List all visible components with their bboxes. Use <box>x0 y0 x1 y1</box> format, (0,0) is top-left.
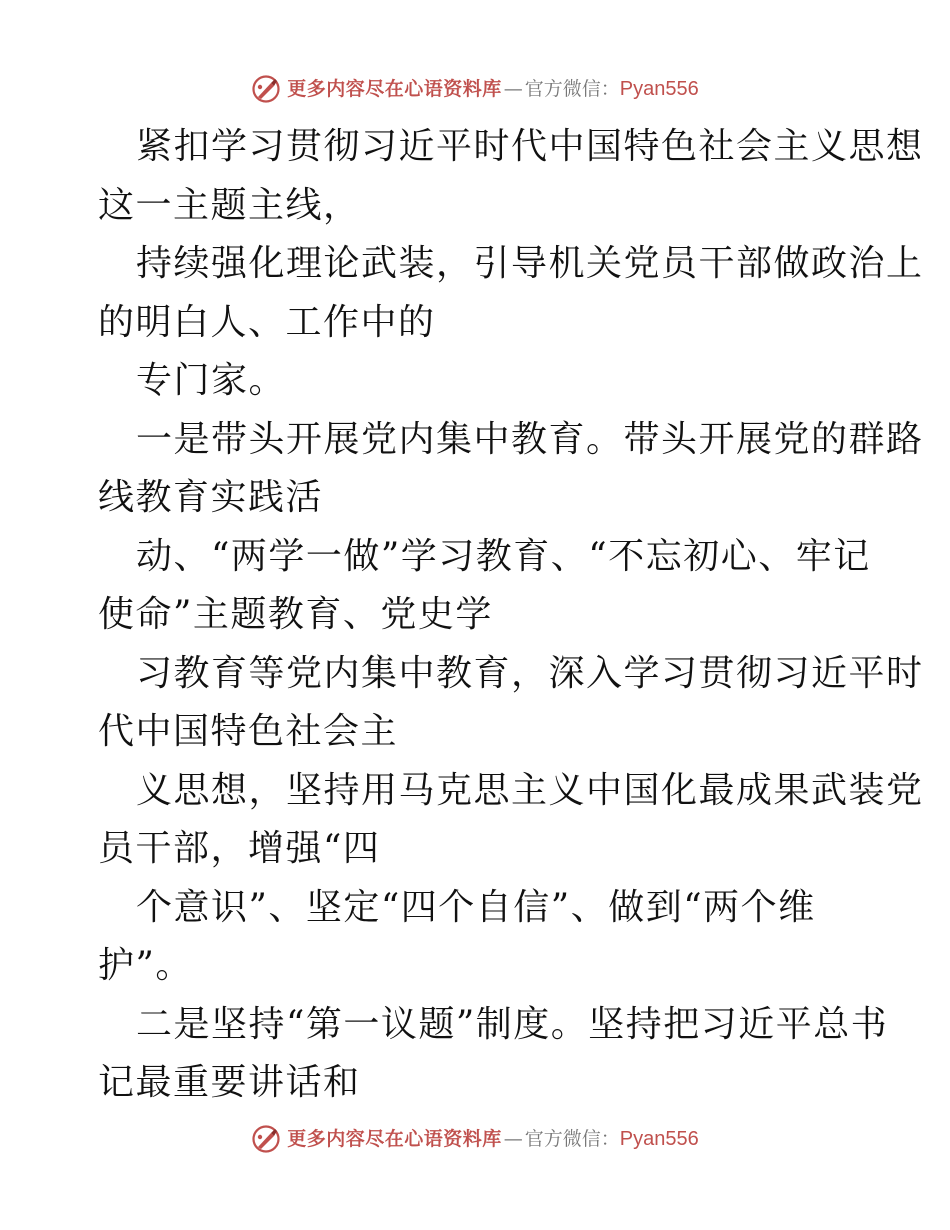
paragraph <box>98 879 858 996</box>
paragraph-line: 一是带头开展党内集中教育。带头开展党的群路 <box>136 418 924 460</box>
footer-wechat-label: 官方微信： <box>524 1128 620 1150</box>
footer-watermark <box>0 1124 950 1154</box>
document-body <box>98 118 924 1113</box>
header-banner-dash: — <box>503 78 523 100</box>
paragraph-line: 的明白人、工作中的 <box>98 301 436 343</box>
paragraph-line: 紧扣学习贯彻习近平时代中国特色社会主义思想 <box>136 126 924 167</box>
footer-banner-dash: — <box>503 1128 523 1150</box>
paragraph-line: 代中国特色社会主 <box>98 711 399 752</box>
paragraph-line: 使命”主题教育、党史学 <box>98 594 493 635</box>
paragraph-line: 线教育实践活 <box>98 477 324 518</box>
paragraph-line: 专门家。 <box>136 360 287 401</box>
paragraph <box>98 235 924 352</box>
paragraph-line: 这一主题主线， <box>98 184 361 226</box>
paragraph-line: 护”。 <box>98 945 193 986</box>
paragraph <box>98 411 924 528</box>
header-wechat-id: Pyan556 <box>619 78 699 100</box>
paragraph-line: 习教育等党内集中教育，深入学习贯彻习近平时 <box>136 652 924 694</box>
paragraph-line: 动、“两学一做”学习教育、“不忘初心、牢记 <box>136 535 871 577</box>
paragraph <box>98 645 924 762</box>
paragraph-line: 义思想，坚持用马克思主义中国化最成果武装党 <box>136 769 924 811</box>
paragraph-line: 个意识”、坚定“四个自信”、做到“两个维 <box>136 886 816 928</box>
header-banner-text: 更多内容尽在心语资料库 <box>287 78 502 100</box>
paragraph-line: 员干部，增强“四 <box>98 828 381 869</box>
header-wechat-label: 官方微信： <box>524 78 620 100</box>
paragraph-line: 记最重要讲话和 <box>98 1062 361 1103</box>
pen-logo-icon <box>251 74 281 104</box>
footer-wechat-id: Pyan556 <box>619 1128 699 1150</box>
pen-logo-icon <box>251 1124 281 1154</box>
paragraph-line: 二是坚持“第一议题”制度。坚持把习近平总书 <box>136 1003 889 1045</box>
footer-banner-text: 更多内容尽在心语资料库 <box>287 1128 502 1150</box>
paragraph-line: 持续强化理论武装，引导机关党员干部做政治上 <box>136 243 924 284</box>
paragraph <box>98 996 889 1113</box>
paragraph <box>98 118 924 235</box>
paragraph <box>98 352 858 411</box>
paragraph <box>98 762 924 879</box>
header-watermark <box>0 74 950 104</box>
paragraph <box>98 528 871 645</box>
